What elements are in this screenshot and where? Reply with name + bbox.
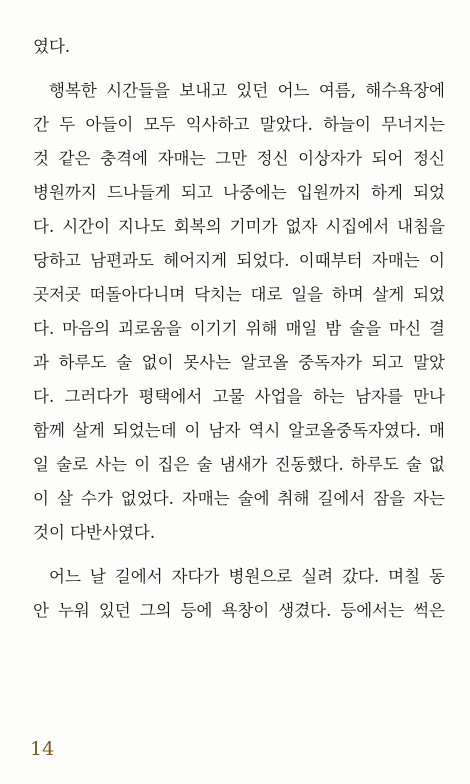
text-line: 것 같은 충격에 자매는 그만 정신 이상자가 되어 정신 [33, 149, 445, 168]
text-line: 것이 다반사였다. [33, 523, 156, 542]
body-text [33, 30, 445, 628]
paragraph-2 [33, 74, 445, 550]
page-number: 14 [30, 738, 55, 760]
text-line: 어느 날 길에서 자다가 병원으로 실려 갔다. 며칠 동 [49, 567, 445, 586]
text-line: 다. 마음의 괴로움을 이기기 위해 매일 밤 술을 마신 결 [33, 319, 445, 338]
paragraph-3 [33, 560, 445, 628]
text-line: 다. 시간이 지나도 회복의 기미가 없자 시집에서 내침을 [33, 217, 445, 236]
text-line: 간 두 아들이 모두 익사하고 말았다. 하늘이 무너지는 [33, 115, 445, 134]
text-line: 곳저곳 떠돌아다니며 닥치는 대로 일을 하며 살게 되었 [33, 285, 445, 304]
text-line: 과 하루도 술 없이 못사는 알코올 중독자가 되고 말았 [33, 353, 445, 372]
text-line: 병원까지 드나들게 되고 나중에는 입원까지 하게 되었 [33, 183, 445, 202]
text-line: 였다. [33, 37, 71, 56]
text-line: 행복한 시간들을 보내고 있던 어느 여름, 해수욕장에 [49, 81, 445, 100]
text-line: 일 술로 사는 이 집은 술 냄새가 진동했다. 하루도 술 없 [33, 455, 445, 474]
text-line: 이 살 수가 없었다. 자매는 술에 취해 길에서 잠을 자는 [33, 489, 445, 508]
paragraph-1 [33, 30, 445, 64]
text-line: 다. 그러다가 평택에서 고물 사업을 하는 남자를 만나 [33, 387, 445, 406]
text-line: 안 누워 있던 그의 등에 욕창이 생겼다. 등에서는 썩은 [33, 601, 445, 620]
text-line: 함께 살게 되었는데 이 남자 역시 알코올중독자였다. 매 [33, 421, 445, 440]
text-line: 당하고 남편과도 헤어지게 되었다. 이때부터 자매는 이 [33, 251, 445, 270]
